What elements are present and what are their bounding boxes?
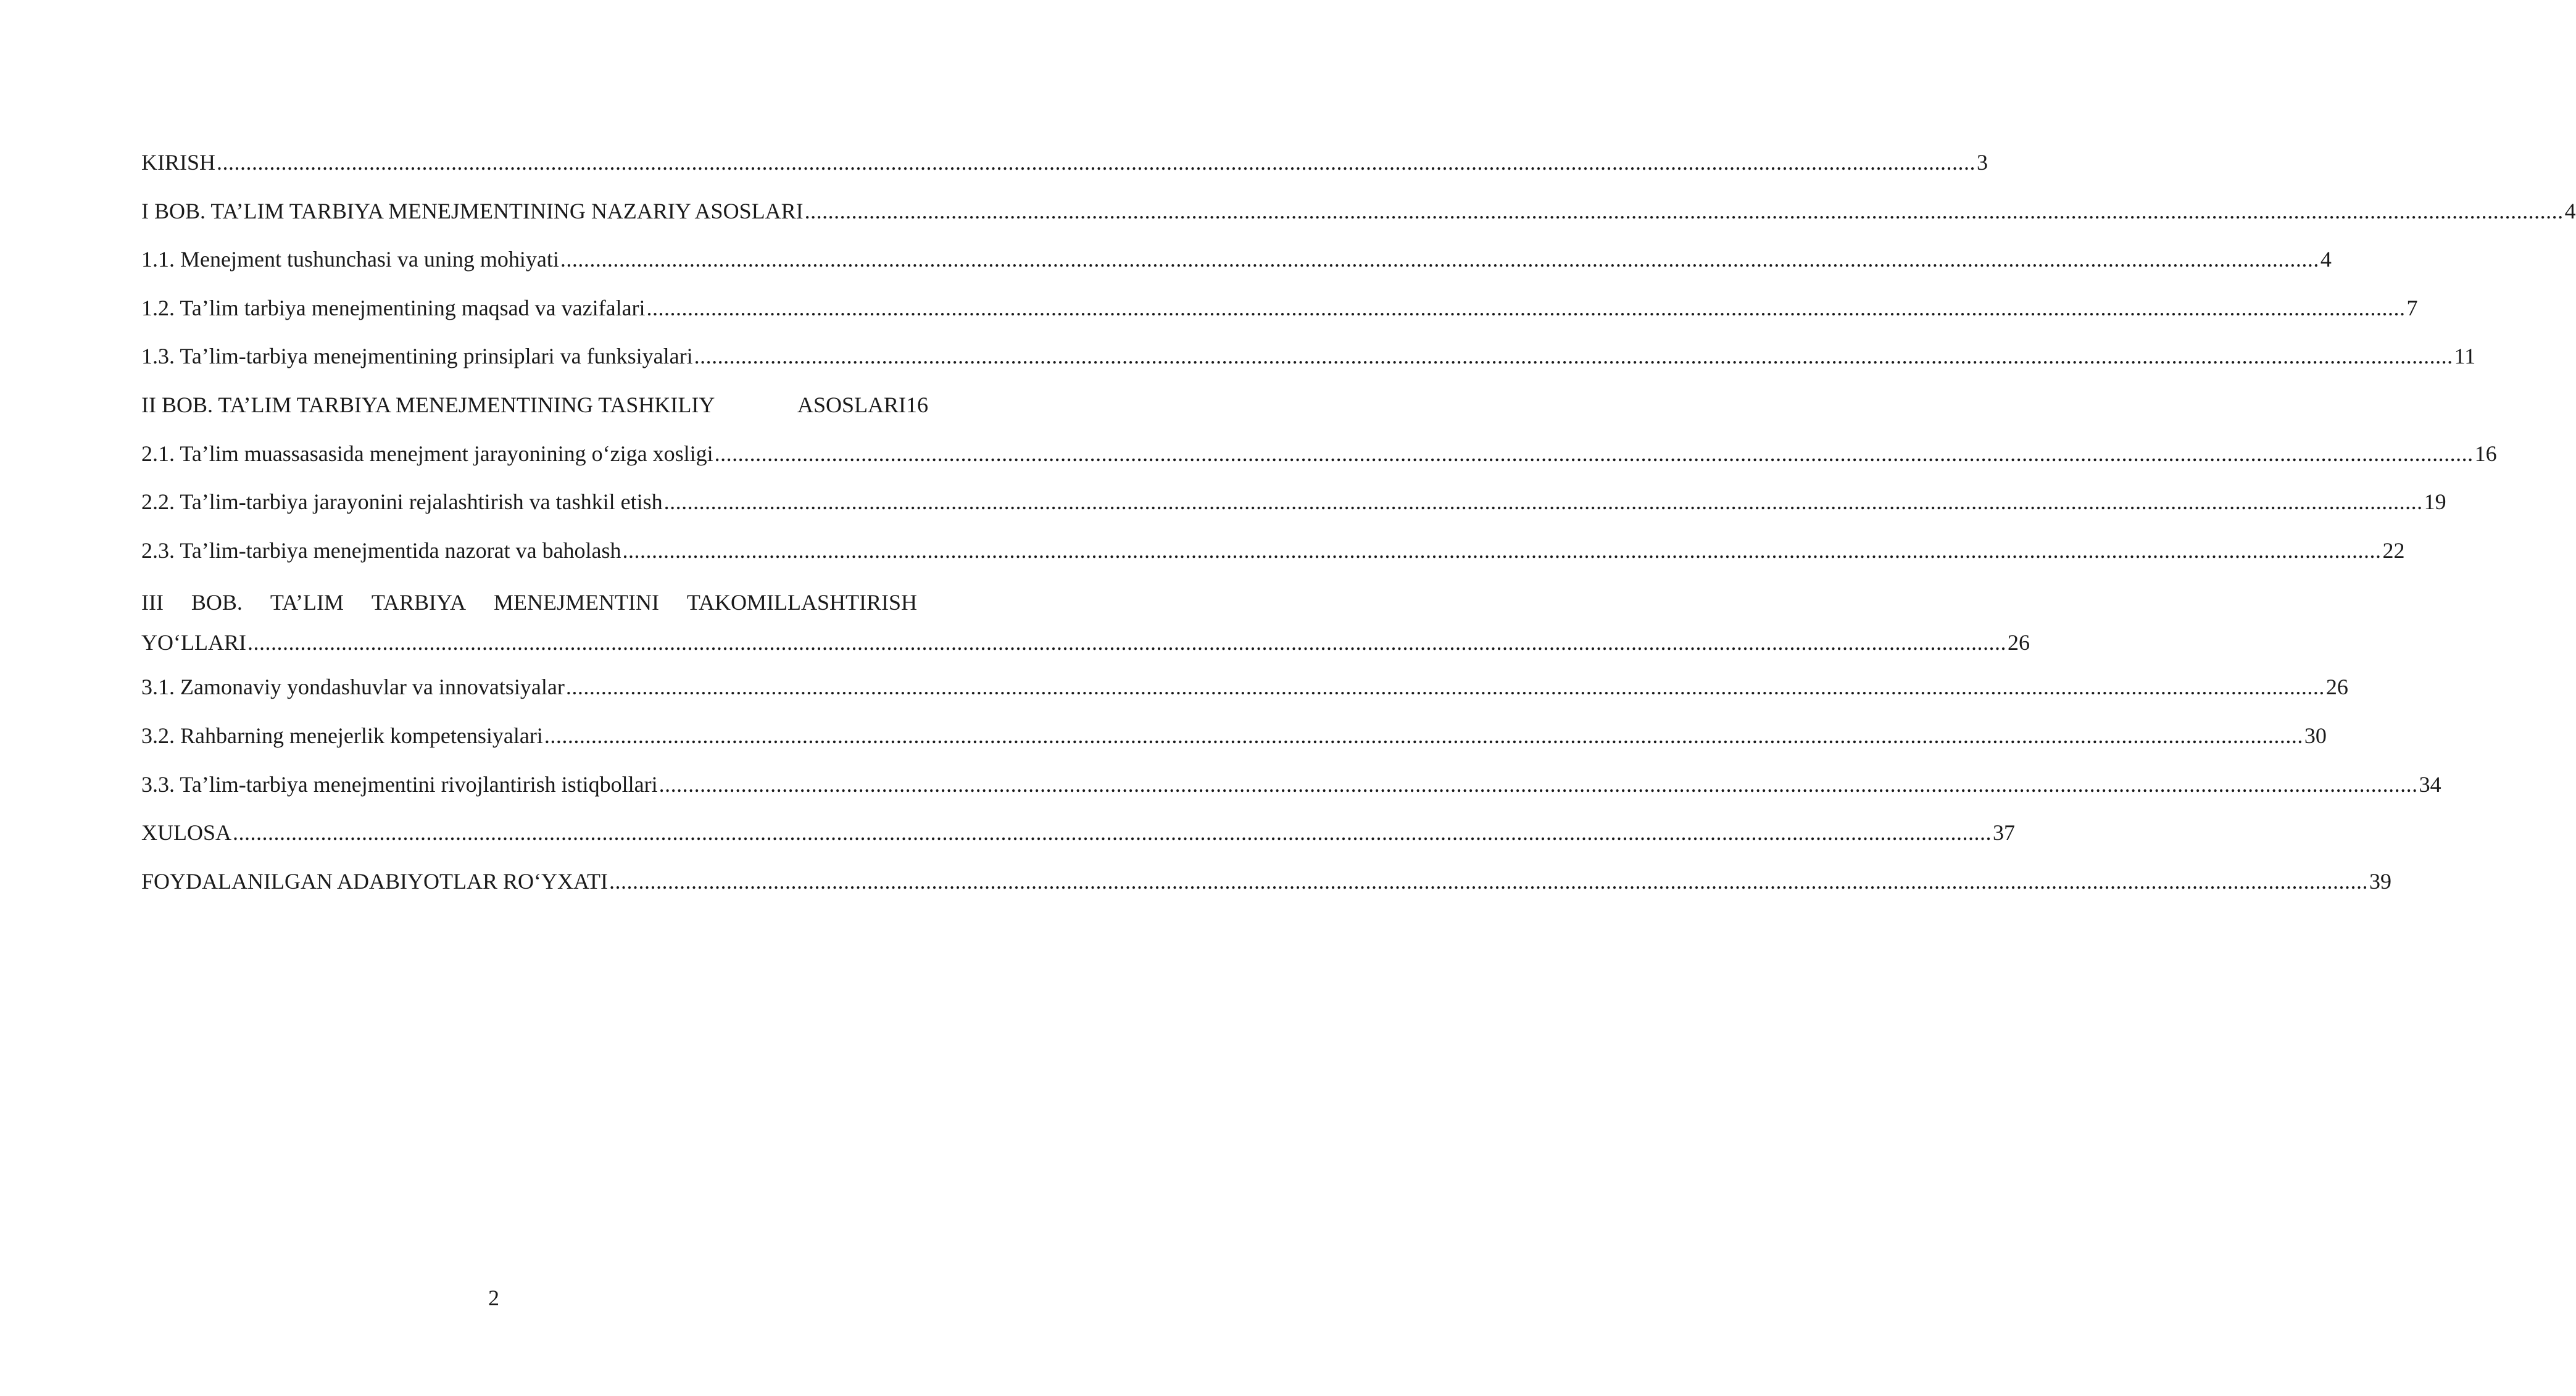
dot-leader: ............................................................................................................................................................................................................................................................................................................ (659, 771, 2418, 797)
toc-entry-label: 1.3. Ta’lim-tarbiya menejmentining prinsiplari va funksiyalari (141, 344, 693, 369)
toc-entry-chapter-3 (141, 575, 2030, 663)
toc-entry-2-2 (141, 478, 2446, 526)
toc-word: MENEJMENTINI (493, 590, 659, 615)
toc-entry-label: I BOB. TA’LIM TARBIYA MENEJMENTINING NAZARIY ASOSLARI (141, 198, 804, 223)
toc-entry-page: 34 (2419, 771, 2441, 797)
toc-entry-page: 16 (906, 392, 928, 417)
toc-entry-3-2 (141, 712, 2327, 760)
toc-entry-page: 11 (2454, 344, 2476, 369)
toc-entry-xulosa (141, 808, 2016, 857)
dot-leader: ............................................................................................................................................................................................................................................................................................................ (247, 630, 2006, 655)
toc-entry-label: 3.3. Ta’lim-tarbiya menejmentini rivojlantirish istiqbollari (141, 771, 658, 797)
toc-entry-page: 26 (2007, 630, 2030, 655)
toc-entry-label: XULOSA (141, 820, 232, 845)
toc-entry-references (141, 857, 2391, 906)
toc-entry-label: 3.1. Zamonaviy yondashuvlar va innovatsiyalar (141, 675, 565, 700)
toc-entry-label: 3.2. Rahbarning menejerlik kompetensiyalari (141, 723, 543, 748)
toc-entry-page: 30 (2304, 723, 2327, 748)
page-number: 2 (488, 1286, 499, 1310)
toc-entry-page: 39 (2369, 868, 2391, 894)
toc-entry-1-1 (141, 235, 2332, 284)
toc-entry-label-line1 (141, 583, 917, 623)
toc-word: TA’LIM (270, 590, 344, 615)
dot-leader: ............................................................................................................................................................................................................................................................................................................ (622, 538, 2382, 563)
toc-entry-label: 2.2. Ta’lim-tarbiya jarayonini rejalashtirish va tashkil etish (141, 489, 663, 515)
dot-leader: ............................................................................................................................................................................................................................................................................................................ (646, 295, 2406, 320)
toc-entry-2-3 (141, 526, 2405, 575)
toc-entry-3-3 (141, 760, 2441, 809)
toc-entry-label: 2.3. Ta’lim-tarbiya menejmentida nazorat va baholash (141, 538, 621, 563)
toc-entry-page: 26 (2325, 675, 2348, 700)
toc-entry-label: KIRISH (141, 150, 216, 175)
toc-entry-label: 2.1. Ta’lim muassasasida menejment jarayonining o‘ziga xosligi (141, 441, 713, 466)
toc-entry-page: 22 (2382, 538, 2405, 563)
toc-entry-1-3 (141, 332, 2476, 381)
toc-entry-page: 16 (2474, 441, 2497, 466)
toc-entry-label: 1.2. Ta’lim tarbiya menejmentining maqsad va vazifalari (141, 295, 646, 320)
toc-entry-page-with-tail (797, 381, 928, 430)
toc-entry-label-tail: ASOSLARI (797, 392, 906, 417)
toc-entry-page: 7 (2406, 295, 2418, 320)
dot-leader: ............................................................................................................................................................................................................................................................................................................ (694, 344, 2453, 369)
dot-leader: ............................................................................................................................................................................................................................................................................................................ (609, 868, 2368, 894)
toc-entry-kirish (141, 138, 1988, 187)
toc-entry-label: 1.1. Menejment tushunchasi va uning mohiyati (141, 247, 559, 272)
toc-entry-label-line2 (141, 623, 2030, 663)
dot-leader: ............................................................................................................................................................................................................................................................................................................ (565, 675, 2325, 700)
toc-entry-1-2 (141, 284, 2418, 333)
toc-entry-page: 4 (2564, 198, 2576, 223)
toc-entry-label: YO‘LLARI (141, 630, 246, 655)
dot-leader: ............................................................................................................................................................................................................................................................................................................ (714, 441, 2474, 466)
toc-entry-label: FOYDALANILGAN ADABIYOTLAR RO‘YXATI (141, 868, 608, 894)
toc-entry-2-1 (141, 430, 2497, 478)
toc-entry-page: 4 (2320, 247, 2332, 272)
toc-word: TAKOMILLASHTIRISH (686, 590, 917, 615)
dot-leader: ............................................................................................................................................................................................................................................................................................................ (544, 723, 2303, 748)
toc-entry-chapter-2 (141, 381, 928, 430)
toc-word: III (141, 590, 164, 615)
toc-entry-3-1 (141, 663, 2348, 712)
table-of-contents (141, 138, 2576, 905)
toc-entry-page: 37 (1993, 820, 2016, 845)
dot-leader: ............................................................................................................................................................................................................................................................................................................ (804, 198, 2564, 223)
toc-word: TARBIYA (371, 590, 467, 615)
dot-leader: ............................................................................................................................................................................................................................................................................................................ (217, 150, 1976, 175)
dot-leader: ............................................................................................................................................................................................................................................................................................................ (663, 489, 2423, 515)
toc-word: BOB. (191, 590, 243, 615)
dot-leader: ............................................................................................................................................................................................................................................................................................................ (560, 247, 2319, 272)
toc-entry-page: 19 (2424, 489, 2446, 515)
toc-entry-label: II BOB. TA’LIM TARBIYA MENEJMENTINING TASHKILIY (141, 392, 715, 417)
toc-entry-page: 3 (1977, 150, 1988, 175)
toc-entry-chapter-1 (141, 187, 2576, 236)
dot-leader: ............................................................................................................................................................................................................................................................................................................ (233, 820, 1992, 845)
